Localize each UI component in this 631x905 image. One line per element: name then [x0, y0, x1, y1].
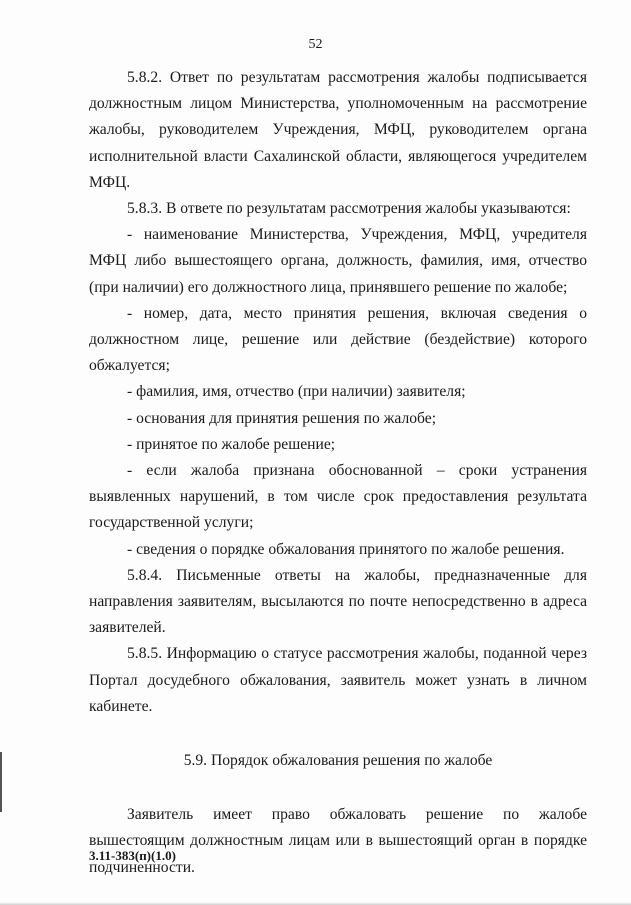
- paragraph-5-8-5: 5.8.5. Информацию о статусе рассмотрения жалобы, поданной через Портал досудебного обжалования, заявитель может узнать в личном кабинете.: [89, 645, 587, 715]
- list-item-decision: - принятое по жалобе решение;: [127, 435, 336, 453]
- list-item-appeal-procedure: - сведения о порядке обжалования принятого по жалобе решения.: [127, 540, 565, 558]
- document-code: 3.11-383(п)(1.0): [89, 848, 176, 863]
- paragraph-5-9-body: Заявитель имеет право обжаловать решение по жалобе вышестоящим должностным лицам или в вышестоящий орган в порядке подчиненности.: [89, 806, 587, 876]
- list-item-decision-grounds: - основания для принятия решения по жалобе;: [127, 409, 437, 427]
- document-body: [89, 65, 587, 881]
- paragraph-5-8-4: 5.8.4. Письменные ответы на жалобы, предназначенные для направления заявителям, высылаются по почте непосредственно в адреса заявителей.: [89, 566, 587, 637]
- scan-edge-mark: [0, 752, 2, 812]
- paragraph-5-8-3: 5.8.3. В ответе по результатам рассмотрения жалобы указываются:: [127, 200, 571, 218]
- page-number: 52: [308, 37, 323, 52]
- list-item-violation-terms: - если жалоба признана обоснованной – сроки устранения выявленных нарушений, в том числе срок предоставления результата государственной услуги;: [89, 462, 587, 532]
- list-item-decision-number: - номер, дата, место принятия решения, включая сведения о должностном лице, решение или действие (бездействие) которого обжалуется;: [89, 304, 587, 375]
- paragraph-5-8-2: 5.8.2. Ответ по результатам рассмотрения жалобы подписывается должностным лицом Министерства, уполномоченным на рассмотрение жалобы, руководителем Учреждения, МФЦ, руководителем органа исполнительной власти Сахалинской области, являющегося учредителем МФЦ.: [89, 69, 587, 191]
- list-item-ministry-name: - наименование Министерства, Учреждения, МФЦ, учредителя МФЦ либо вышестоящего органа, должность, фамилия, имя, отчество (при наличии) его должностного лица, принявшего решение по жалобе;: [89, 226, 587, 296]
- section-heading-5-9: 5.9. Порядок обжалования решения по жалобе: [183, 752, 493, 770]
- list-item-applicant-name: - фамилия, имя, отчество (при наличии) заявителя;: [127, 383, 466, 401]
